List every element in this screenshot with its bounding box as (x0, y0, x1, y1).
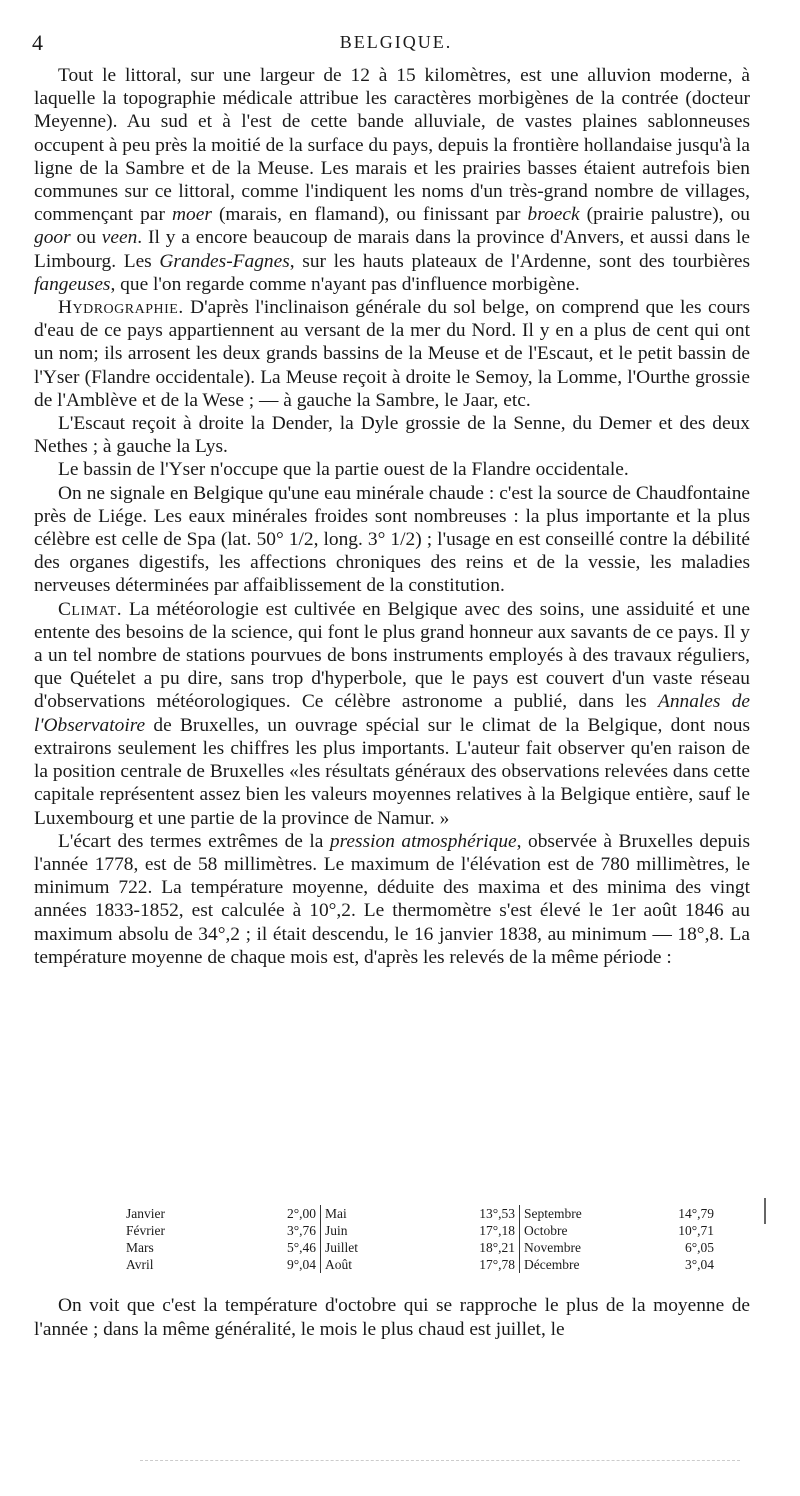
italic-term: fangeuses (34, 273, 111, 295)
closing-paragraph: On voit que c'est la température d'octobre qui se rapproche le plus de la moyenne de l'année ; dans la même généralité, le mois le plus chaud est juillet, le (34, 1295, 750, 1340)
temperature-column (320, 1205, 519, 1273)
text-run: . Il y a encore beaucoup de marais dans la province d'Anvers, et aussi dans le Limbourg. Les (34, 227, 751, 272)
text-run: (marais, en flamand), ou finissant par (211, 204, 528, 226)
text-run: D'après l'inclinaison générale du sol belge, on comprend que les cours d'eau de ce pays appartiennent au versant de la mer du Nord. Il y en a plus de cent qui ont un nom; ils arrosent les deux grands bassins de la Meuse et de l'Escaut, et le petit bassin de l'Yser (Flandre occidentale). La Meuse reçoit à droite le Semoy, la Lomme, l'Ourthe grossie de l'Amblève et de la Wese ; — à gauche la Sambre, le Jaar, etc. (34, 297, 750, 411)
italic-term: pression atmosphérique (329, 830, 517, 852)
month-temperature: 10°,71 (678, 1223, 714, 1238)
closing-text (34, 1294, 750, 1342)
text-run: (prairie palustre), ou (579, 204, 750, 226)
italic-term: moer (172, 204, 212, 226)
running-title: BELGIQUE. (339, 32, 453, 52)
paragraph (34, 458, 750, 481)
month-temperature: 6°,05 (684, 1240, 714, 1255)
temperature-row (325, 1256, 515, 1273)
text-run: , observée à Bruxelles depuis l'année 1778, est de 58 millimètres. Le maximum de l'élévation est de 780 millimètres, le minimum 722. La température moyenne, déduite des maxima et des minima des vingt années 1833-1852, est calculée à 10°,2. Le thermomètre s'est élevé le 1er août 1846 au maximum absolu de 34°,2 ; il était descendu, le 16 janvier 1838, au minimum — 18°,8. La température moyenne de chaque mois est, d'après les relevés de la même période : (34, 830, 750, 968)
month-name: Janvier (126, 1206, 165, 1221)
paragraph (34, 296, 750, 412)
temperature-row (325, 1205, 515, 1222)
italic-term: veen (101, 227, 138, 249)
month-name: Avril (126, 1257, 154, 1272)
temperature-row (325, 1239, 515, 1256)
month-temperature: 3°,04 (684, 1257, 714, 1272)
text-run: de Bruxelles, un ouvrage spécial sur le climat de la Belgique, dont nous extrairons seulement les chiffres les plus importants. L'auteur fait observer qu'en raison de la position centrale de Bruxelles «les résultats généraux des observations relevées dans cette capitale représentent assez bien les valeurs moyennes relatives à la Belgique entière, sauf le Luxembourg et une partie de la province de Namur. » (34, 714, 750, 829)
text-run: On ne signale en Belgique qu'une eau minérale chaude : c'est la source de Chaudfontaine près de Liége. Les eaux minérales froides sont nombreuses : la plus importante et la plus célèbre est celle de Spa (lat. 50° 1/2, long. 3° 1/2) ; l'usage en est conseillé contre la débilité des organes digestifs, les affections chroniques des reins et de la vessie, les maladies nerveuses déterminées par affaiblissement de la constitution. (34, 482, 750, 597)
temperature-row (325, 1222, 515, 1239)
temperature-column (122, 1205, 320, 1273)
temperature-row (524, 1205, 714, 1222)
month-name: Septembre (524, 1206, 582, 1221)
paragraph (34, 598, 750, 830)
text-run: L'Escaut reçoit à droite la Dender, la Dyle grossie de la Senne, du Demer et des deux Nethes ; à gauche la Lys. (34, 413, 750, 458)
text-run: L'écart des termes extrêmes de la (58, 830, 330, 852)
paragraph (34, 412, 750, 458)
margin-mark (764, 1198, 766, 1224)
month-name: Juillet (325, 1240, 358, 1255)
paragraph (34, 830, 750, 969)
temperature-row (126, 1256, 316, 1273)
text-run: Le bassin de l'Yser n'occupe que la partie ouest de la Flandre occidentale. (58, 459, 629, 481)
text-run: ou (70, 227, 102, 249)
page-bottom-rule (140, 1460, 740, 1461)
month-temperature: 18°,21 (479, 1240, 515, 1255)
text-run: , sur les hauts plateaux de l'Ardenne, sont des tourbières (289, 250, 750, 272)
month-temperature: 17°,18 (479, 1223, 515, 1238)
italic-term: Annales de l'Observatoire (34, 691, 751, 736)
month-name: Octobre (524, 1223, 568, 1238)
month-name: Mai (325, 1206, 347, 1221)
temperature-table (122, 1205, 762, 1273)
temperature-row (524, 1222, 714, 1239)
paragraph (34, 64, 750, 296)
temperature-row (126, 1239, 316, 1256)
month-temperature: 17°,78 (479, 1257, 515, 1272)
month-name: Décembre (524, 1257, 580, 1272)
month-name: Novembre (524, 1240, 581, 1255)
month-temperature: 9°,04 (286, 1257, 316, 1272)
temperature-column (519, 1205, 718, 1273)
month-temperature: 5°,46 (286, 1240, 316, 1255)
italic-term: goor (34, 227, 71, 249)
page-number: 4 (32, 30, 43, 55)
month-temperature: 14°,79 (678, 1206, 714, 1221)
text-run: Tout le littoral, sur une largeur de 12 à 15 kilomètres, est une alluvion moderne, à laquelle la topographie médicale attribue les caractères morbigènes de la contrée (docteur Meyenne). Au sud et à l'est de cette bande alluviale, de vastes plaines sablonneuses occupent à peu près la moitié de la surface du pays, depuis la frontière hollandaise jusqu'à la ligne de la Sambre et de la Meuse. Les marais et les prairies basses étaient autrefois bien communes sur ce littoral, comme l'indiquent les noms d'un très-grand nombre de villages, commençant par (34, 65, 750, 226)
temperature-row (126, 1205, 316, 1222)
month-temperature: 3°,76 (286, 1223, 316, 1238)
temperature-row (126, 1222, 316, 1239)
month-name: Août (325, 1257, 352, 1272)
month-name: Juin (325, 1223, 348, 1238)
section-heading: Hydrographie. (58, 297, 184, 319)
italic-term: Grandes-Fagnes (159, 250, 290, 272)
section-heading: Climat. (58, 598, 123, 620)
text-run: La météorologie est cultivée en Belgique avec des soins, une assiduité et une entente des besoins de la science, qui font le plus grand honneur aux savants de ce pays. Il y a un tel nombre de stations pourvues de bons instruments employés à des travaux réguliers, que Quételet a pu dire, sans trop d'hyperbole, que le pays est couvert d'un vaste réseau d'observations météorologiques. Ce célèbre astronome a publié, dans les (34, 598, 750, 713)
italic-term: broeck (527, 204, 580, 226)
page-header (32, 30, 760, 60)
month-temperature: 2°,00 (286, 1206, 316, 1221)
month-temperature: 13°,53 (479, 1206, 515, 1221)
paragraph (34, 482, 750, 598)
month-name: Février (126, 1223, 165, 1238)
temperature-row (524, 1256, 714, 1273)
body-text (34, 64, 750, 969)
text-run: , que l'on regarde comme n'ayant pas d'influence morbigène. (110, 273, 580, 295)
temperature-row (524, 1239, 714, 1256)
month-name: Mars (126, 1240, 154, 1255)
